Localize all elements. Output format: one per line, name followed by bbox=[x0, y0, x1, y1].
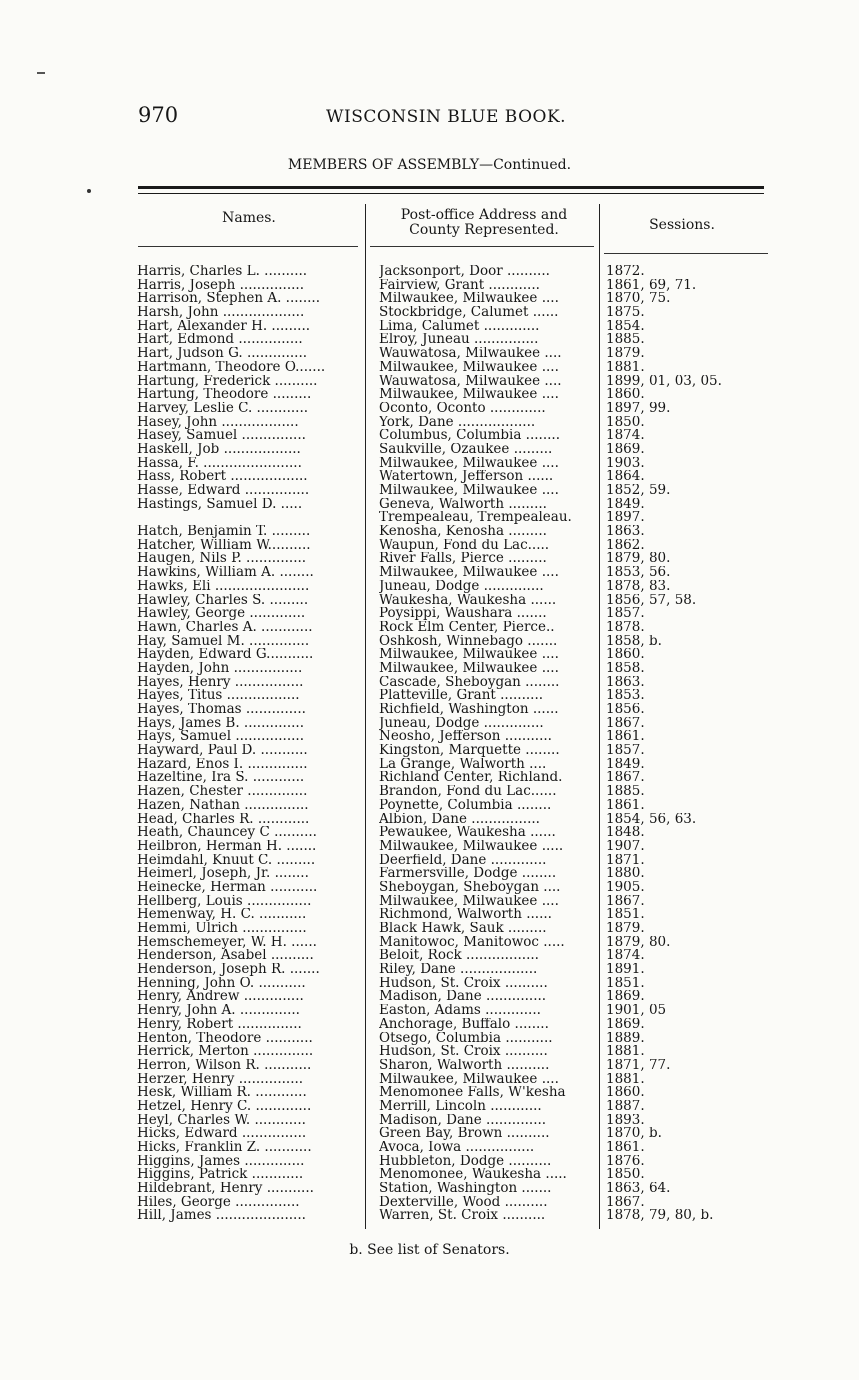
member-address: Geneva, Walworth ......... bbox=[379, 497, 547, 512]
member-sessions: 1875. bbox=[606, 306, 645, 320]
member-name: Hemschemeyer, W. H. ...... bbox=[137, 935, 317, 950]
member-address: Brandon, Fond du Lac...... bbox=[379, 785, 557, 799]
member-name bbox=[137, 511, 359, 525]
member-address: Hubbleton, Dodge .......... bbox=[379, 1154, 552, 1169]
member-name: Herron, Wilson R. ........... bbox=[137, 1058, 312, 1073]
member-sessions: 1878, 79, 80, b. bbox=[606, 1209, 714, 1224]
member-sessions: 1853. bbox=[606, 689, 645, 703]
member-address: Cascade, Sheboygan ........ bbox=[379, 675, 560, 690]
member-name: Hiles, George ............... bbox=[137, 1195, 300, 1210]
member-name: Hellberg, Louis ............... bbox=[137, 894, 312, 909]
member-name: Hawley, George ............. bbox=[137, 607, 306, 621]
footnote: b. See list of Senators. bbox=[349, 1242, 510, 1258]
member-sessions: 1871. bbox=[606, 853, 645, 868]
address-header-line2: County Represented. bbox=[409, 222, 559, 238]
member-address: Otsego, Columbia ........... bbox=[379, 1031, 553, 1046]
member-name: Hayden, Edward G........... bbox=[137, 648, 314, 662]
member-address: Lima, Calumet ............. bbox=[379, 319, 540, 334]
member-sessions: 1869. bbox=[606, 990, 645, 1005]
member-name: Hatcher, William W.......... bbox=[137, 538, 311, 553]
member-name: Hart, Alexander H. ......... bbox=[137, 319, 311, 334]
member-sessions: 1854, 56, 63. bbox=[606, 812, 697, 827]
member-address: Trempealeau, Trempealeau. bbox=[379, 511, 572, 526]
member-name: Hetzel, Henry C. ............. bbox=[137, 1099, 312, 1114]
member-name: Higgins, James .............. bbox=[137, 1154, 305, 1169]
member-address: Farmersville, Dodge ........ bbox=[379, 867, 557, 881]
member-address: Hudson, St. Croix .......... bbox=[379, 976, 548, 991]
member-name: Harris, Charles L. .......... bbox=[137, 265, 308, 279]
member-address: Richfield, Washington ...... bbox=[379, 703, 559, 717]
member-sessions: 1861. bbox=[606, 1141, 645, 1155]
member-name: Hay, Samuel M. .............. bbox=[137, 634, 310, 649]
member-name: Henderson, Joseph R. ....... bbox=[137, 963, 320, 977]
member-name: Heimdahl, Knuut C. ......... bbox=[137, 853, 316, 868]
member-name: Hassa, F. ....................... bbox=[137, 456, 302, 471]
member-name: Henry, Andrew .............. bbox=[137, 990, 304, 1005]
member-sessions: 1889. bbox=[606, 1031, 645, 1046]
member-sessions: 1887. bbox=[606, 1099, 645, 1114]
member-sessions: 1901, 05 bbox=[606, 1004, 667, 1018]
member-address: Albion, Dane ................ bbox=[379, 812, 540, 827]
member-sessions: 1851. bbox=[606, 976, 645, 991]
member-name: Hildebrant, Henry ........... bbox=[137, 1182, 314, 1196]
member-address: Milwaukee, Milwaukee .... bbox=[379, 894, 559, 909]
member-address: Merrill, Lincoln ............ bbox=[379, 1099, 542, 1114]
member-sessions: 1899, 01, 03, 05. bbox=[606, 374, 722, 389]
member-sessions: 1856, 57, 58. bbox=[606, 593, 697, 608]
member-name: Hemmi, Ulrich ............... bbox=[137, 922, 307, 936]
member-sessions: 1893. bbox=[606, 1113, 645, 1128]
member-sessions: 1857. bbox=[606, 744, 645, 758]
member-sessions: 1879, 80. bbox=[606, 552, 671, 567]
names-column-header: Names. bbox=[222, 210, 276, 226]
running-head: WISCONSIN BLUE BOOK. bbox=[326, 107, 567, 127]
names-header-underline bbox=[138, 246, 358, 247]
member-name: Higgins, Patrick ............ bbox=[137, 1168, 304, 1183]
member-name: Haskell, Job .................. bbox=[137, 442, 301, 457]
member-sessions: 1870, 75. bbox=[606, 292, 671, 307]
member-sessions: 1905. bbox=[606, 880, 645, 895]
member-address: Elroy, Juneau ............... bbox=[379, 333, 539, 348]
member-sessions: 1907. bbox=[606, 839, 645, 854]
member-address: Madison, Dane .............. bbox=[379, 1113, 547, 1128]
member-address: Beloit, Rock ................. bbox=[379, 949, 539, 964]
member-address: Pewaukee, Waukesha ...... bbox=[379, 826, 556, 840]
member-address: Stockbridge, Calumet ...... bbox=[379, 306, 559, 320]
member-sessions: 1858. bbox=[606, 661, 645, 676]
member-address: Menomonee Falls, W'kesha bbox=[379, 1086, 566, 1100]
member-name: Hasse, Edward ............... bbox=[137, 484, 310, 498]
member-sessions: 1880. bbox=[606, 867, 645, 881]
member-name: Hastings, Samuel D. ..... bbox=[137, 497, 303, 512]
member-address: Milwaukee, Milwaukee ..... bbox=[379, 839, 564, 854]
member-name: Hatch, Benjamin T. ......... bbox=[137, 525, 311, 539]
member-sessions: 1903. bbox=[606, 456, 645, 471]
member-address: La Grange, Walworth .... bbox=[379, 757, 547, 772]
member-address: Juneau, Dodge .............. bbox=[379, 579, 544, 594]
member-name: Harvey, Leslie C. ............ bbox=[137, 401, 309, 416]
member-address: Milwaukee, Milwaukee .... bbox=[379, 1072, 559, 1087]
member-address: Milwaukee, Milwaukee .... bbox=[379, 456, 559, 471]
member-sessions: 1885. bbox=[606, 333, 645, 348]
member-sessions: 1878, 83. bbox=[606, 579, 671, 594]
member-address: Richmond, Walworth ...... bbox=[379, 908, 552, 922]
member-address: Warren, St. Croix .......... bbox=[379, 1209, 546, 1224]
member-name: Henderson, Asabel .......... bbox=[137, 949, 314, 964]
member-sessions: 1891. bbox=[606, 963, 645, 977]
column-divider-2 bbox=[599, 204, 600, 1229]
member-address: Milwaukee, Milwaukee .... bbox=[379, 661, 559, 676]
member-name: Harrison, Stephen A. ........ bbox=[137, 292, 321, 307]
member-name: Henry, Robert ............... bbox=[137, 1017, 302, 1032]
header-rule-thick bbox=[138, 186, 764, 189]
member-address: Green Bay, Brown .......... bbox=[379, 1127, 550, 1141]
member-name: Hartung, Theodore ......... bbox=[137, 388, 312, 402]
member-address: Anchorage, Buffalo ........ bbox=[379, 1017, 549, 1032]
member-sessions: 1851. bbox=[606, 908, 645, 922]
member-address: Saukville, Ozaukee ......... bbox=[379, 442, 553, 457]
member-sessions: 1881. bbox=[606, 360, 645, 375]
member-name: Hill, James ..................... bbox=[137, 1209, 306, 1224]
member-address: Kenosha, Kenosha ......... bbox=[379, 525, 547, 539]
member-address: Platteville, Grant .......... bbox=[379, 689, 544, 703]
member-sessions: 1853, 56. bbox=[606, 566, 671, 580]
member-name: Herrick, Merton .............. bbox=[137, 1045, 314, 1059]
member-name: Heimerl, Joseph, Jr. ........ bbox=[137, 867, 309, 881]
member-name: Harris, Joseph ............... bbox=[137, 278, 305, 293]
member-address: Jacksonport, Door .......... bbox=[379, 265, 550, 279]
member-address: Milwaukee, Milwaukee .... bbox=[379, 360, 559, 375]
member-sessions: 1867. bbox=[606, 771, 645, 786]
member-name: Herzer, Henry ............... bbox=[137, 1072, 304, 1087]
member-name: Head, Charles R. ............ bbox=[137, 812, 310, 827]
member-sessions: 1885. bbox=[606, 785, 645, 799]
member-name: Hazeltine, Ira S. ............ bbox=[137, 771, 305, 786]
member-sessions: 1861, 69, 71. bbox=[606, 278, 697, 293]
member-sessions: 1867. bbox=[606, 716, 645, 731]
member-address: Sheboygan, Sheboygan .... bbox=[379, 880, 561, 895]
member-sessions: 1874. bbox=[606, 429, 645, 443]
member-address: Oshkosh, Winnebago ....... bbox=[379, 634, 558, 649]
member-name: Hartmann, Theodore O....... bbox=[137, 360, 326, 375]
member-name: Hawkins, William A. ........ bbox=[137, 566, 314, 580]
member-name: Hawley, Charles S. ......... bbox=[137, 593, 309, 608]
member-name: Heinecke, Herman ........... bbox=[137, 880, 318, 895]
member-name: Haugen, Nils P. .............. bbox=[137, 552, 307, 567]
member-name: Hayward, Paul D. ........... bbox=[137, 744, 308, 758]
member-sessions: 1879. bbox=[606, 922, 645, 936]
member-address: Watertown, Jefferson ...... bbox=[379, 470, 554, 484]
column-divider-1 bbox=[365, 204, 366, 1229]
member-sessions: 1867. bbox=[606, 894, 645, 909]
member-name: Heilbron, Herman H. ....... bbox=[137, 839, 317, 854]
member-name: Hass, Robert .................. bbox=[137, 470, 308, 484]
member-sessions: 1863. bbox=[606, 675, 645, 690]
address-header-underline bbox=[370, 246, 594, 247]
member-address: Waupun, Fond du Lac..... bbox=[379, 538, 550, 553]
member-sessions: 1848. bbox=[606, 826, 645, 840]
member-name: Heyl, Charles W. ............ bbox=[137, 1113, 306, 1128]
member-address: Rock Elm Center, Pierce.. bbox=[379, 620, 555, 635]
member-address: Deerfield, Dane ............. bbox=[379, 853, 547, 868]
member-sessions: 1878. bbox=[606, 620, 645, 635]
member-sessions: 1862. bbox=[606, 538, 645, 553]
sessions-column bbox=[606, 265, 756, 1223]
member-address: Poysippi, Waushara ....... bbox=[379, 607, 547, 621]
member-sessions: 1854. bbox=[606, 319, 645, 334]
member-address: Sharon, Walworth .......... bbox=[379, 1058, 550, 1073]
member-address: Richland Center, Richland. bbox=[379, 771, 563, 786]
address-header-line1: Post-office Address and bbox=[400, 207, 568, 223]
header-rule-thin bbox=[138, 193, 764, 194]
member-sessions: 1881. bbox=[606, 1045, 645, 1059]
member-address: Black Hawk, Sauk ......... bbox=[379, 922, 547, 936]
member-sessions: 1864. bbox=[606, 470, 645, 484]
member-name: Hart, Judson G. .............. bbox=[137, 347, 308, 361]
member-sessions: 1861. bbox=[606, 798, 645, 813]
member-name: Hawks, Eli ...................... bbox=[137, 579, 310, 594]
member-address: Columbus, Columbia ........ bbox=[379, 429, 561, 443]
member-address: Wauwatosa, Milwaukee .... bbox=[379, 374, 562, 389]
member-sessions: 1879, 80. bbox=[606, 935, 671, 950]
address-column-header bbox=[370, 208, 598, 238]
member-name: Heath, Chauncey C .......... bbox=[137, 826, 317, 840]
member-sessions: 1860. bbox=[606, 648, 645, 662]
member-name: Hazen, Nathan ............... bbox=[137, 798, 309, 813]
member-address: Poynette, Columbia ........ bbox=[379, 798, 552, 813]
member-sessions: 1871, 77. bbox=[606, 1058, 671, 1073]
member-address: River Falls, Pierce ......... bbox=[379, 552, 547, 567]
member-name: Hicks, Franklin Z. ........... bbox=[137, 1141, 312, 1155]
member-sessions: 1870, b. bbox=[606, 1127, 662, 1141]
member-address: Kingston, Marquette ........ bbox=[379, 744, 560, 758]
member-name: Hicks, Edward ............... bbox=[137, 1127, 307, 1141]
member-sessions: 1897, 99. bbox=[606, 401, 671, 416]
member-address: Oconto, Oconto ............. bbox=[379, 401, 546, 416]
member-name: Hayden, John ................ bbox=[137, 661, 303, 676]
member-name: Hartung, Frederick .......... bbox=[137, 374, 318, 389]
member-name: Hazen, Chester .............. bbox=[137, 785, 308, 799]
member-sessions: 1879. bbox=[606, 347, 645, 361]
member-address: Milwaukee, Milwaukee .... bbox=[379, 292, 559, 307]
member-sessions: 1876. bbox=[606, 1154, 645, 1169]
member-address: Menomonee, Waukesha ..... bbox=[379, 1168, 567, 1183]
member-name: Harsh, John ................... bbox=[137, 306, 305, 320]
member-address: Avoca, Iowa ................ bbox=[379, 1141, 535, 1155]
member-name: Hemenway, H. C. ........... bbox=[137, 908, 307, 922]
member-sessions: 1874. bbox=[606, 949, 645, 964]
member-sessions: 1863, 64. bbox=[606, 1182, 671, 1196]
member-name: Hayes, Henry ................ bbox=[137, 675, 304, 690]
member-sessions: 1850. bbox=[606, 415, 645, 430]
member-sessions: 1849. bbox=[606, 757, 645, 772]
member-sessions: 1850. bbox=[606, 1168, 645, 1183]
member-sessions: 1856. bbox=[606, 703, 645, 717]
member-sessions: 1857. bbox=[606, 607, 645, 621]
member-address: Milwaukee, Milwaukee .... bbox=[379, 566, 559, 580]
member-address: Dexterville, Wood .......... bbox=[379, 1195, 548, 1210]
scan-dot bbox=[87, 189, 91, 193]
member-name: Hazard, Enos I. .............. bbox=[137, 757, 308, 772]
member-name: Hasey, Samuel ............... bbox=[137, 429, 306, 443]
member-sessions: 1861. bbox=[606, 730, 645, 745]
member-address: Hudson, St. Croix .......... bbox=[379, 1045, 548, 1059]
names-column bbox=[137, 265, 359, 1223]
member-address: Juneau, Dodge .............. bbox=[379, 716, 544, 731]
member-sessions: 1872. bbox=[606, 265, 645, 279]
member-address: Station, Washington ....... bbox=[379, 1182, 552, 1196]
member-address: Madison, Dane .............. bbox=[379, 990, 547, 1005]
member-address: Fairview, Grant ............ bbox=[379, 278, 540, 293]
member-sessions: 1858, b. bbox=[606, 634, 662, 649]
member-name: Henton, Theodore ........... bbox=[137, 1031, 313, 1046]
member-address: Milwaukee, Milwaukee .... bbox=[379, 388, 559, 402]
member-name: Hays, James B. .............. bbox=[137, 716, 305, 731]
sessions-column-header: Sessions. bbox=[649, 217, 715, 233]
member-name: Henry, John A. .............. bbox=[137, 1004, 300, 1018]
member-sessions: 1867. bbox=[606, 1195, 645, 1210]
member-name: Hays, Samuel ................ bbox=[137, 730, 305, 745]
member-sessions: 1881. bbox=[606, 1072, 645, 1087]
member-sessions: 1897. bbox=[606, 511, 645, 526]
sessions-header-underline bbox=[604, 253, 768, 254]
member-address: Wauwatosa, Milwaukee .... bbox=[379, 347, 562, 361]
scan-mark bbox=[37, 72, 45, 74]
member-name: Henning, John O. ........... bbox=[137, 976, 306, 991]
member-sessions: 1860. bbox=[606, 388, 645, 402]
member-address: Milwaukee, Milwaukee .... bbox=[379, 648, 559, 662]
member-name: Hayes, Titus ................. bbox=[137, 689, 300, 703]
member-address: Easton, Adams ............. bbox=[379, 1004, 541, 1018]
member-sessions: 1860. bbox=[606, 1086, 645, 1100]
member-address: Milwaukee, Milwaukee .... bbox=[379, 484, 559, 498]
member-name: Hesk, William R. ............ bbox=[137, 1086, 307, 1100]
member-sessions: 1863. bbox=[606, 525, 645, 539]
member-name: Hart, Edmond ............... bbox=[137, 333, 303, 348]
member-sessions: 1852, 59. bbox=[606, 484, 671, 498]
member-name: Hawn, Charles A. ............ bbox=[137, 620, 313, 635]
member-sessions: 1869. bbox=[606, 442, 645, 457]
member-name: Hasey, John .................. bbox=[137, 415, 299, 430]
page-number: 970 bbox=[138, 103, 179, 127]
member-sessions: 1869. bbox=[606, 1017, 645, 1032]
member-address: Waukesha, Waukesha ...... bbox=[379, 593, 557, 608]
section-title: MEMBERS OF ASSEMBLY—Continued. bbox=[287, 157, 572, 173]
member-sessions: 1849. bbox=[606, 497, 645, 512]
addresses-column bbox=[379, 265, 594, 1223]
member-address: Neosho, Jefferson ........... bbox=[379, 730, 552, 745]
member-address: Manitowoc, Manitowoc ..... bbox=[379, 935, 565, 950]
member-address: Riley, Dane .................. bbox=[379, 963, 538, 977]
member-name: Hayes, Thomas .............. bbox=[137, 703, 306, 717]
member-address: York, Dane .................. bbox=[379, 415, 536, 430]
